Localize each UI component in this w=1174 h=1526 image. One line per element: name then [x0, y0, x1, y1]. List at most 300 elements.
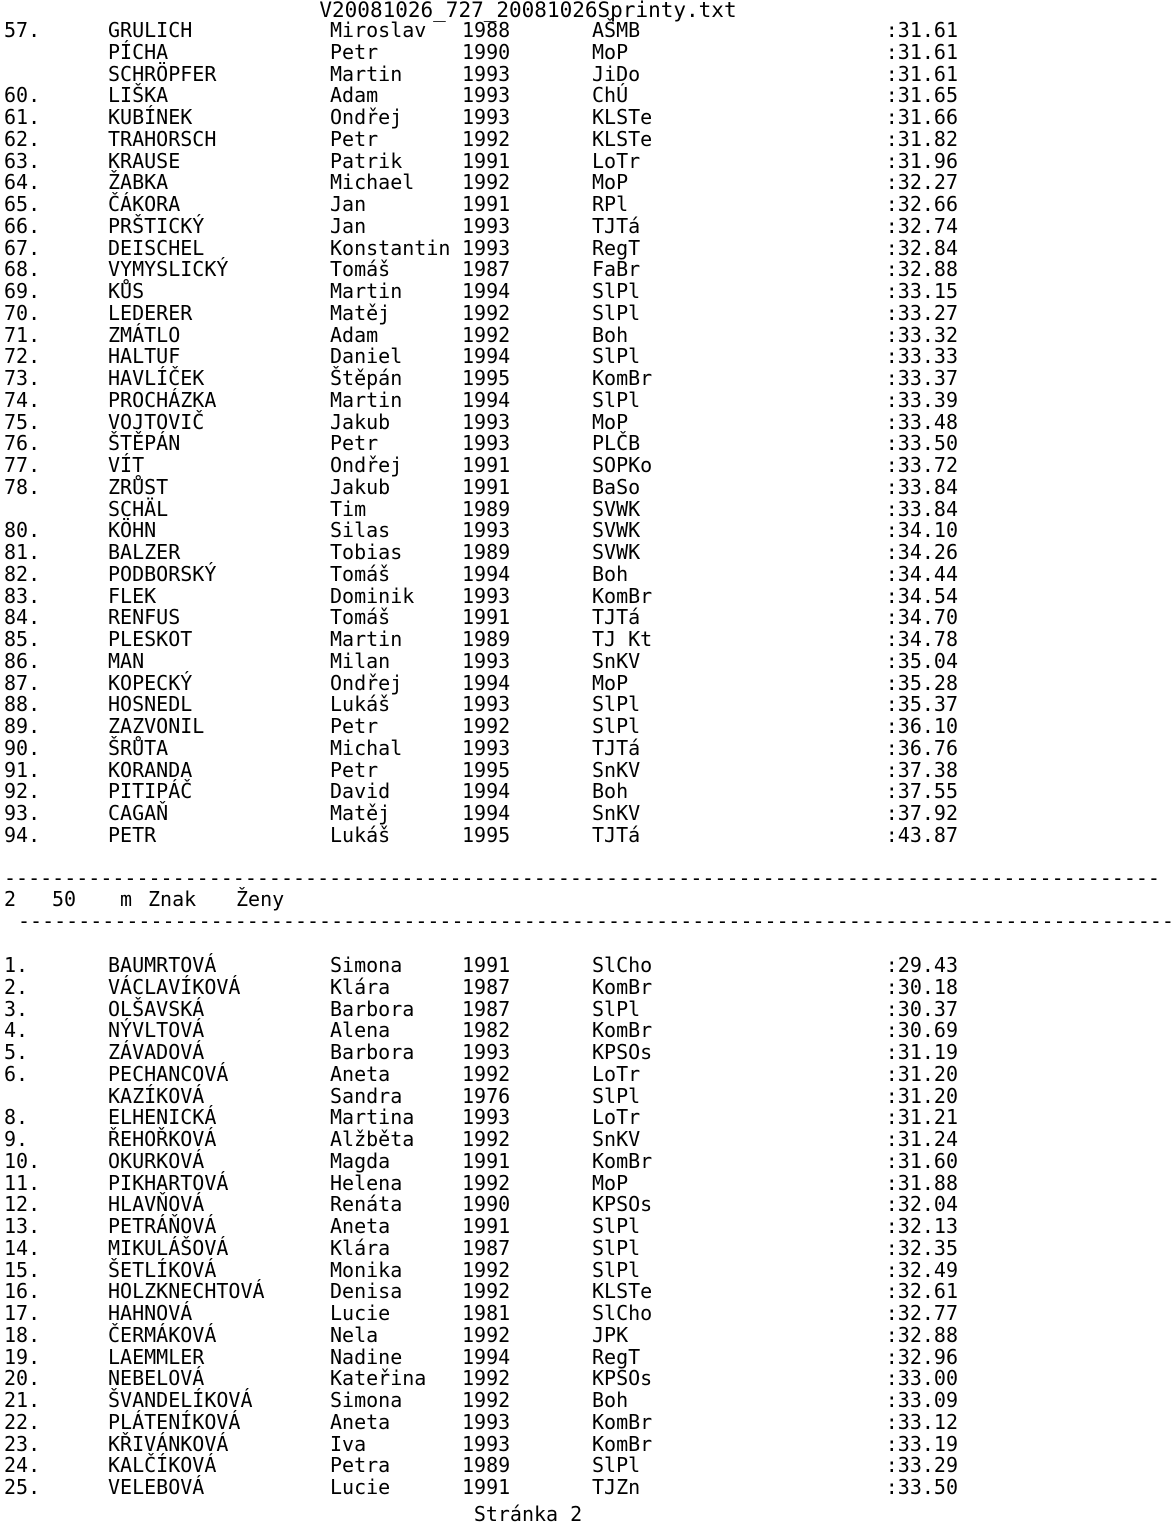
- club-cell: SlPl: [592, 1257, 641, 1282]
- rank-cell: 18.: [4, 1322, 41, 1347]
- birth-year-cell: 1990: [462, 1192, 511, 1217]
- club-cell: SlPl: [592, 692, 641, 717]
- result-row: [4, 322, 960, 347]
- rank-cell: 85.: [4, 627, 41, 651]
- result-row: [4, 542, 960, 564]
- firstname-cell: Magda: [330, 1148, 391, 1173]
- birth-year-cell: 1993: [462, 648, 511, 673]
- rank-cell: 67.: [4, 235, 41, 260]
- rank-cell: 64.: [4, 170, 41, 195]
- club-cell: RegT: [592, 235, 641, 260]
- birth-year-cell: 1993: [462, 583, 511, 608]
- surname-cell: HOSNEDL: [108, 692, 193, 717]
- firstname-cell: Sandra: [330, 1083, 403, 1108]
- time-cell: :32.61: [885, 1279, 958, 1304]
- result-row: [4, 1257, 960, 1282]
- surname-cell: PRŠTICKÝ: [108, 213, 205, 238]
- club-cell: MoP: [592, 670, 629, 695]
- birth-year-cell: 1991: [462, 1214, 511, 1238]
- rank-cell: 78.: [4, 474, 41, 499]
- firstname-cell: Renáta: [330, 1192, 403, 1217]
- birth-year-cell: 1993: [462, 235, 511, 260]
- result-row: [4, 1281, 960, 1303]
- result-row: [4, 1020, 960, 1042]
- firstname-cell: Martin: [330, 61, 403, 86]
- firstname-cell: Daniel: [330, 344, 403, 369]
- firstname-cell: Petr: [330, 39, 379, 64]
- rank-cell: 13.: [4, 1214, 41, 1238]
- surname-cell: OLŠAVSKÁ: [108, 996, 205, 1021]
- result-row: [4, 974, 960, 999]
- surname-cell: FLEK: [108, 583, 157, 608]
- firstname-cell: Silas: [330, 518, 391, 543]
- rank-cell: 57.: [4, 18, 41, 42]
- surname-cell: PÍCHA: [108, 39, 169, 64]
- club-cell: KPSOs: [592, 1366, 653, 1391]
- birth-year-cell: 1993: [462, 61, 511, 86]
- firstname-cell: Jakub: [330, 474, 391, 499]
- time-cell: :33.72: [885, 453, 958, 477]
- surname-cell: PECHANCOVÁ: [108, 1061, 229, 1086]
- club-cell: MoP: [592, 1170, 629, 1195]
- time-cell: :31.24: [885, 1127, 958, 1151]
- birth-year-cell: 1982: [462, 1018, 511, 1043]
- firstname-cell: Patrik: [330, 148, 403, 173]
- club-cell: SlPl: [592, 714, 641, 738]
- birth-year-cell: 1988: [462, 18, 511, 42]
- club-cell: SnKV: [592, 1127, 641, 1151]
- birth-year-cell: 1995: [462, 366, 511, 390]
- time-cell: :33.84: [885, 474, 958, 499]
- result-row: [4, 670, 960, 695]
- firstname-cell: Nela: [330, 1322, 379, 1347]
- surname-cell: KALČÍKOVÁ: [108, 1453, 217, 1478]
- time-cell: :32.49: [885, 1257, 958, 1282]
- result-row: [4, 1368, 960, 1390]
- time-cell: :33.15: [885, 279, 958, 303]
- surname-cell: PODBORSKÝ: [108, 561, 217, 586]
- birth-year-cell: 1987: [462, 996, 511, 1021]
- time-cell: :33.33: [885, 344, 958, 369]
- birth-year-cell: 1989: [462, 1453, 511, 1478]
- page-footer: [0, 1503, 960, 1525]
- result-row: [4, 433, 960, 455]
- surname-cell: BAUMRTOVÁ: [108, 953, 217, 977]
- firstname-cell: Martin: [330, 387, 403, 412]
- rank-cell: 12.: [4, 1192, 41, 1217]
- birth-year-cell: 1995: [462, 757, 511, 782]
- birth-year-cell: 1992: [462, 1127, 511, 1151]
- birth-year-cell: 1995: [462, 822, 511, 847]
- birth-year-cell: 1993: [462, 1409, 511, 1434]
- birth-year-cell: 1991: [462, 192, 511, 216]
- rank-cell: 87.: [4, 670, 41, 695]
- result-row: [4, 300, 960, 325]
- time-cell: :35.37: [885, 692, 958, 717]
- result-row: [4, 1344, 960, 1369]
- firstname-cell: Alena: [330, 1018, 391, 1043]
- club-cell: SlPl: [592, 1235, 641, 1260]
- result-row: [4, 1129, 960, 1151]
- rank-cell: 65.: [4, 192, 41, 216]
- page-number: Stránka 2: [473, 1502, 583, 1526]
- result-row: [4, 1216, 960, 1238]
- rank-cell: 61.: [4, 105, 41, 129]
- club-cell: TJTá: [592, 605, 641, 630]
- rank-cell: 89.: [4, 714, 41, 738]
- birth-year-cell: 1992: [462, 1388, 511, 1412]
- result-row: [4, 1390, 960, 1412]
- birth-year-cell: 1993: [462, 692, 511, 717]
- result-row: [4, 629, 960, 651]
- rank-cell: 80.: [4, 518, 41, 543]
- time-cell: :31.19: [885, 1040, 958, 1064]
- club-cell: SlPl: [592, 279, 641, 303]
- time-cell: :33.19: [885, 1431, 958, 1456]
- surname-cell: PROCHÁZKA: [108, 387, 217, 412]
- club-cell: SOPKo: [592, 453, 653, 477]
- surname-cell: KUBÍNEK: [108, 105, 193, 129]
- birth-year-cell: 1991: [462, 453, 511, 477]
- club-cell: MoP: [592, 409, 629, 434]
- club-cell: KomBr: [592, 1409, 653, 1434]
- surname-cell: RENFUS: [108, 605, 181, 630]
- rank-cell: 1.: [4, 953, 29, 977]
- rank-cell: 74.: [4, 387, 41, 412]
- birth-year-cell: 1993: [462, 518, 511, 543]
- firstname-cell: Tobias: [330, 540, 403, 564]
- birth-year-cell: 1989: [462, 540, 511, 564]
- time-cell: :31.96: [885, 148, 958, 173]
- rank-cell: 84.: [4, 605, 41, 630]
- club-cell: SlPl: [592, 387, 641, 412]
- time-cell: :33.32: [885, 322, 958, 347]
- birth-year-cell: 1994: [462, 779, 511, 804]
- result-row: [4, 1477, 960, 1499]
- time-cell: :32.27: [885, 170, 958, 195]
- club-cell: RegT: [592, 1344, 641, 1369]
- firstname-cell: Barbora: [330, 1040, 415, 1064]
- surname-cell: KAZÍKOVÁ: [108, 1083, 205, 1108]
- rank-cell: 83.: [4, 583, 41, 608]
- club-cell: SlPl: [592, 1083, 641, 1108]
- event-category: Ženy: [236, 887, 285, 911]
- birth-year-cell: 1994: [462, 279, 511, 303]
- result-row: [4, 1061, 960, 1086]
- firstname-cell: Lucie: [330, 1475, 391, 1499]
- result-row: [4, 281, 960, 303]
- surname-cell: ŠETLÍKOVÁ: [108, 1257, 217, 1282]
- rank-cell: 92.: [4, 779, 41, 804]
- time-cell: :32.96: [885, 1344, 958, 1369]
- time-cell: :31.65: [885, 83, 958, 108]
- club-cell: SlPl: [592, 1214, 641, 1238]
- time-cell: :32.35: [885, 1235, 958, 1260]
- firstname-cell: Aneta: [330, 1409, 391, 1434]
- time-cell: :37.38: [885, 757, 958, 782]
- time-cell: :31.88: [885, 1170, 958, 1195]
- surname-cell: VOJTOVIČ: [108, 409, 205, 434]
- result-row: [4, 1042, 960, 1064]
- firstname-cell: Adam: [330, 83, 379, 108]
- club-cell: KomBr: [592, 583, 653, 608]
- result-row: [4, 694, 960, 716]
- rank-cell: 23.: [4, 1431, 41, 1456]
- rank-cell: 14.: [4, 1235, 41, 1260]
- birth-year-cell: 1992: [462, 300, 511, 325]
- result-row: [4, 235, 960, 260]
- club-cell: RPl: [592, 192, 629, 216]
- result-row: [4, 1322, 960, 1347]
- rank-cell: 25.: [4, 1475, 41, 1499]
- result-row: [4, 346, 960, 368]
- rank-cell: 76.: [4, 431, 41, 456]
- time-cell: :34.26: [885, 540, 958, 564]
- firstname-cell: Matěj: [330, 300, 391, 325]
- firstname-cell: Lucie: [330, 1301, 391, 1325]
- club-cell: KLSTe: [592, 105, 653, 129]
- result-row: [4, 39, 960, 64]
- time-cell: :31.20: [885, 1083, 958, 1108]
- result-row: [4, 61, 960, 86]
- surname-cell: VÍT: [108, 453, 145, 477]
- club-cell: MoP: [592, 170, 629, 195]
- club-cell: KLSTe: [592, 126, 653, 151]
- time-cell: :30.37: [885, 996, 958, 1021]
- rank-cell: 11.: [4, 1170, 41, 1195]
- result-row: [4, 955, 960, 977]
- time-cell: :33.50: [885, 431, 958, 456]
- birth-year-cell: 1992: [462, 1170, 511, 1195]
- rank-cell: 69.: [4, 279, 41, 303]
- result-row: [4, 172, 960, 194]
- firstname-cell: Jan: [330, 192, 367, 216]
- rank-cell: 81.: [4, 540, 41, 564]
- firstname-cell: Aneta: [330, 1214, 391, 1238]
- birth-year-cell: 1994: [462, 387, 511, 412]
- time-cell: :32.66: [885, 192, 958, 216]
- surname-cell: ZAZVONIL: [108, 714, 205, 738]
- rank-cell: 71.: [4, 322, 41, 347]
- club-cell: TJ Kt: [592, 627, 653, 651]
- rank-cell: 15.: [4, 1257, 41, 1282]
- rank-cell: 20.: [4, 1366, 41, 1391]
- birth-year-cell: 1992: [462, 1322, 511, 1347]
- birth-year-cell: 1990: [462, 39, 511, 64]
- club-cell: PLČB: [592, 431, 641, 456]
- result-row: [4, 520, 960, 542]
- rank-cell: 82.: [4, 561, 41, 586]
- rank-cell: 86.: [4, 648, 41, 673]
- surname-cell: ČERMÁKOVÁ: [108, 1322, 217, 1347]
- club-cell: LoTr: [592, 1105, 641, 1130]
- birth-year-cell: 1994: [462, 801, 511, 825]
- firstname-cell: Iva: [330, 1431, 367, 1456]
- result-row: [4, 583, 960, 608]
- club-cell: SlPl: [592, 300, 641, 325]
- result-row: [4, 126, 960, 151]
- surname-cell: KÖHN: [108, 518, 157, 543]
- rank-cell: 91.: [4, 757, 41, 782]
- firstname-cell: Petr: [330, 126, 379, 151]
- rank-cell: 77.: [4, 453, 41, 477]
- birth-year-cell: 1993: [462, 83, 511, 108]
- birth-year-cell: 1994: [462, 344, 511, 369]
- birth-year-cell: 1991: [462, 605, 511, 630]
- firstname-cell: Helena: [330, 1170, 403, 1195]
- birth-year-cell: 1989: [462, 627, 511, 651]
- result-row: [4, 1431, 960, 1456]
- time-cell: :33.00: [885, 1366, 958, 1391]
- birth-year-cell: 1992: [462, 1366, 511, 1391]
- time-cell: :32.88: [885, 1322, 958, 1347]
- surname-cell: PETR: [108, 822, 157, 847]
- result-row: [4, 1107, 960, 1129]
- rank-cell: 66.: [4, 213, 41, 238]
- firstname-cell: Martin: [330, 627, 403, 651]
- time-cell: :33.29: [885, 1453, 958, 1478]
- surname-cell: LIŠKA: [108, 83, 169, 108]
- birth-year-cell: 1994: [462, 561, 511, 586]
- firstname-cell: Milan: [330, 648, 391, 673]
- time-cell: :30.18: [885, 974, 958, 999]
- surname-cell: NÝVLTOVÁ: [108, 1018, 205, 1043]
- firstname-cell: Petr: [330, 757, 379, 782]
- club-cell: TJTá: [592, 213, 641, 238]
- result-row: [4, 20, 960, 42]
- surname-cell: ŠRŮTA: [108, 735, 169, 760]
- result-row: [4, 496, 960, 521]
- surname-cell: ELHENICKÁ: [108, 1105, 217, 1130]
- time-cell: :32.13: [885, 1214, 958, 1238]
- club-cell: TJZn: [592, 1475, 641, 1499]
- firstname-cell: Jan: [330, 213, 367, 238]
- firstname-cell: Martina: [330, 1105, 415, 1130]
- firstname-cell: Konstantin: [330, 235, 451, 260]
- firstname-cell: Matěj: [330, 801, 391, 825]
- birth-year-cell: 1992: [462, 1279, 511, 1304]
- firstname-cell: Miroslav: [330, 18, 427, 42]
- surname-cell: CAGAŇ: [108, 801, 169, 825]
- result-row: [4, 1409, 960, 1434]
- birth-year-cell: 1993: [462, 1105, 511, 1130]
- result-row: [4, 803, 960, 825]
- result-row: [4, 1170, 960, 1195]
- club-cell: KPSOs: [592, 1040, 653, 1064]
- rank-cell: 63.: [4, 148, 41, 173]
- firstname-cell: Tomáš: [330, 605, 391, 630]
- club-cell: KLSTe: [592, 1279, 653, 1304]
- result-row: [4, 757, 960, 782]
- surname-cell: OKURKOVÁ: [108, 1148, 205, 1173]
- time-cell: :31.82: [885, 126, 958, 151]
- time-cell: :31.61: [885, 61, 958, 86]
- firstname-cell: Kateřina: [330, 1366, 427, 1391]
- time-cell: :33.84: [885, 496, 958, 521]
- surname-cell: KORANDA: [108, 757, 193, 782]
- result-row: [4, 148, 960, 173]
- surname-cell: HAHNOVÁ: [108, 1301, 193, 1325]
- results-list-women: [4, 955, 960, 1499]
- firstname-cell: Tomáš: [330, 561, 391, 586]
- result-row: [4, 822, 960, 847]
- club-cell: SlCho: [592, 1301, 653, 1325]
- firstname-cell: Alžběta: [330, 1127, 415, 1151]
- club-cell: KomBr: [592, 1148, 653, 1173]
- club-cell: SlPl: [592, 344, 641, 369]
- result-row: [4, 107, 960, 129]
- firstname-cell: Michael: [330, 170, 415, 195]
- club-cell: SVWK: [592, 540, 641, 564]
- rank-cell: 70.: [4, 300, 41, 325]
- club-cell: SnKV: [592, 757, 641, 782]
- time-cell: :33.50: [885, 1475, 958, 1499]
- birth-year-cell: 1993: [462, 431, 511, 456]
- rank-cell: 3.: [4, 996, 29, 1021]
- result-row: [4, 1235, 960, 1260]
- surname-cell: ZMÁTLO: [108, 322, 181, 347]
- birth-year-cell: 1993: [462, 409, 511, 434]
- birth-year-cell: 1981: [462, 1301, 511, 1325]
- firstname-cell: Ondřej: [330, 105, 403, 129]
- club-cell: LoTr: [592, 148, 641, 173]
- surname-cell: ŠVANDELÍKOVÁ: [108, 1388, 253, 1412]
- club-cell: SnKV: [592, 648, 641, 673]
- firstname-cell: Nadine: [330, 1344, 403, 1369]
- club-cell: Boh: [592, 1388, 629, 1412]
- firstname-cell: Petr: [330, 714, 379, 738]
- firstname-cell: David: [330, 779, 391, 804]
- rank-cell: 75.: [4, 409, 41, 434]
- result-row: [4, 368, 960, 390]
- club-cell: KomBr: [592, 366, 653, 390]
- event-distance: 50: [52, 887, 77, 911]
- birth-year-cell: 1987: [462, 974, 511, 999]
- result-row: [4, 1148, 960, 1173]
- birth-year-cell: 1992: [462, 714, 511, 738]
- rank-cell: 68.: [4, 257, 41, 282]
- birth-year-cell: 1991: [462, 953, 511, 977]
- time-cell: :37.92: [885, 801, 958, 825]
- surname-cell: PIKHARTOVÁ: [108, 1170, 229, 1195]
- club-cell: TJTá: [592, 735, 641, 760]
- surname-cell: LEDERER: [108, 300, 193, 325]
- time-cell: :34.44: [885, 561, 958, 586]
- result-row: [4, 781, 960, 803]
- club-cell: ChÚ: [592, 83, 629, 108]
- surname-cell: MAN: [108, 648, 145, 673]
- birth-year-cell: 1987: [462, 1235, 511, 1260]
- result-row: [4, 1303, 960, 1325]
- surname-cell: ZRŮST: [108, 474, 169, 499]
- club-cell: SlCho: [592, 953, 653, 977]
- club-cell: Boh: [592, 322, 629, 347]
- club-cell: KomBr: [592, 974, 653, 999]
- surname-cell: BALZER: [108, 540, 181, 564]
- time-cell: :33.12: [885, 1409, 958, 1434]
- result-row: [4, 1083, 960, 1108]
- time-cell: :31.61: [885, 39, 958, 64]
- surname-cell: KOPECKÝ: [108, 670, 193, 695]
- surname-cell: MIKULÁŠOVÁ: [108, 1235, 229, 1260]
- result-row: [4, 259, 960, 281]
- firstname-cell: Lukáš: [330, 822, 391, 847]
- surname-cell: DEISCHEL: [108, 235, 205, 260]
- rank-cell: 22.: [4, 1409, 41, 1434]
- result-row: [4, 387, 960, 412]
- surname-cell: PLESKOT: [108, 627, 193, 651]
- club-cell: TJTá: [592, 822, 641, 847]
